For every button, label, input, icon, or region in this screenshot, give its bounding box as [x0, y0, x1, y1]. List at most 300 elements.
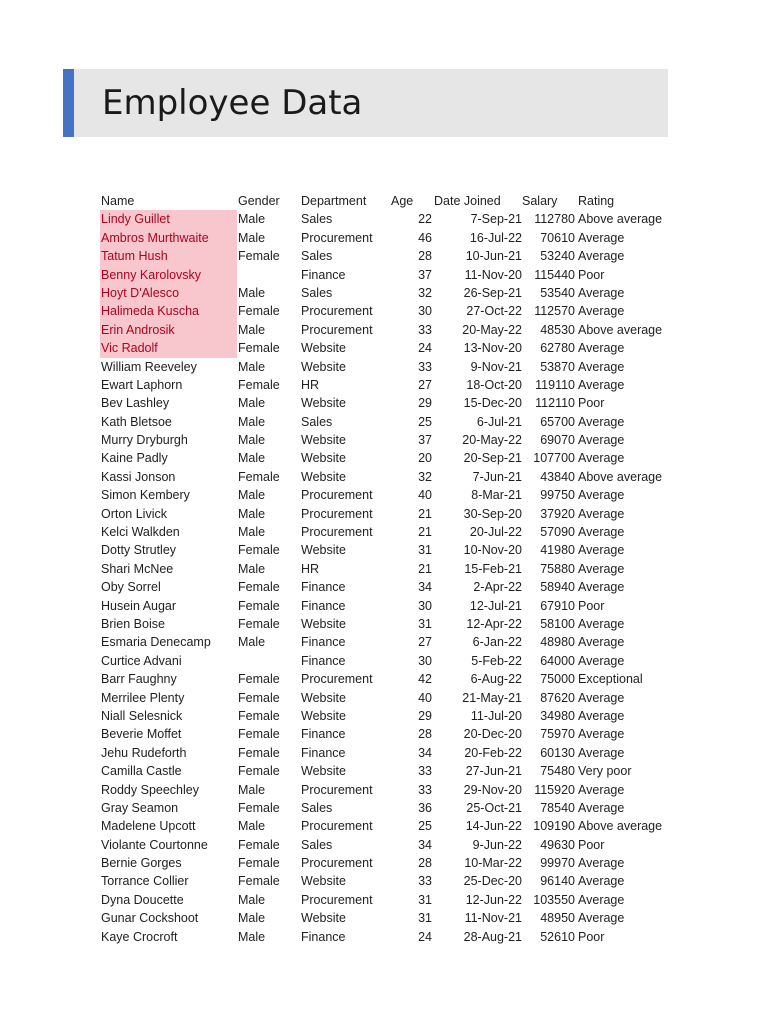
- cell-name: Kaine Padly: [101, 451, 168, 466]
- cell-department: Procurement: [301, 892, 373, 907]
- cell-date-joined: 28-Aug-21: [463, 929, 522, 944]
- table-row: [100, 781, 670, 799]
- cell-rating: Above average: [578, 322, 663, 337]
- cell-age: 40: [418, 690, 432, 705]
- cell-name: Torrance Collier: [101, 874, 189, 889]
- cell-name: Camilla Castle: [101, 764, 182, 779]
- cell-name: Roddy Speechley: [101, 782, 199, 797]
- cell-name: Violante Courtonne: [101, 837, 208, 852]
- table-row: [100, 541, 670, 559]
- cell-date-joined: 10-Mar-22: [464, 856, 522, 871]
- table-row: [100, 799, 670, 817]
- cell-date-joined: 15-Feb-21: [464, 561, 522, 576]
- cell-rating: Average: [578, 800, 625, 815]
- cell-name: Kaye Crocroft: [101, 929, 178, 944]
- cell-department: Finance: [301, 635, 346, 650]
- cell-date-joined: 13-Nov-20: [463, 341, 522, 356]
- cell-rating: Average: [578, 874, 625, 889]
- cell-rating: Average: [578, 690, 625, 705]
- cell-rating: Average: [578, 892, 625, 907]
- cell-gender: Male: [238, 414, 266, 429]
- table-body: [100, 210, 670, 946]
- cell-date-joined: 29-Nov-20: [463, 782, 522, 797]
- cell-salary: 65700: [540, 414, 575, 429]
- cell-rating: Average: [578, 249, 625, 264]
- cell-name: Murry Dryburgh: [101, 433, 188, 448]
- cell-date-joined: 11-Jul-20: [470, 708, 522, 723]
- cell-age: 33: [418, 764, 432, 779]
- cell-gender: Male: [238, 911, 266, 926]
- cell-name: Benny Karolovsky: [100, 266, 237, 284]
- cell-age: 33: [418, 359, 432, 374]
- cell-gender: Male: [238, 230, 266, 245]
- cell-name: Merrilee Plenty: [101, 690, 185, 705]
- cell-date-joined: 11-Nov-20: [464, 267, 522, 282]
- cell-gender: Female: [238, 469, 280, 484]
- column-header-date-joined: Date Joined: [434, 194, 501, 208]
- cell-rating: Average: [578, 433, 625, 448]
- cell-rating: Poor: [578, 598, 605, 613]
- cell-department: Finance: [301, 745, 346, 760]
- cell-department: Sales: [301, 249, 333, 264]
- cell-name: Kassi Jonson: [101, 469, 176, 484]
- table-row: [100, 339, 670, 357]
- cell-department: Procurement: [301, 506, 373, 521]
- cell-department: Website: [301, 451, 346, 466]
- cell-salary: 53240: [540, 249, 575, 264]
- cell-date-joined: 2-Apr-22: [473, 580, 522, 595]
- cell-department: Website: [301, 764, 346, 779]
- cell-date-joined: 25-Oct-21: [466, 800, 522, 815]
- cell-department: Sales: [301, 414, 333, 429]
- table-row: [100, 247, 670, 265]
- cell-salary: 75970: [540, 727, 575, 742]
- cell-age: 32: [418, 285, 432, 300]
- cell-rating: Average: [578, 525, 625, 540]
- cell-date-joined: 20-Sep-21: [463, 451, 522, 466]
- cell-date-joined: 9-Nov-21: [470, 359, 522, 374]
- cell-rating: Very poor: [578, 764, 632, 779]
- cell-department: Website: [301, 616, 346, 631]
- cell-name: Ewart Laphorn: [101, 377, 183, 392]
- cell-age: 27: [418, 635, 432, 650]
- cell-gender: Female: [238, 874, 280, 889]
- table-row: [100, 284, 670, 302]
- cell-department: Website: [301, 359, 346, 374]
- cell-name: Beverie Moffet: [101, 727, 182, 742]
- cell-date-joined: 12-Apr-22: [466, 616, 522, 631]
- cell-gender: Female: [238, 543, 280, 558]
- cell-gender: Female: [238, 837, 280, 852]
- cell-name: Niall Selesnick: [101, 708, 183, 723]
- cell-rating: Average: [578, 230, 625, 245]
- cell-salary: 53870: [540, 359, 575, 374]
- cell-age: 40: [418, 488, 432, 503]
- cell-age: 34: [418, 580, 432, 595]
- cell-gender: Female: [238, 727, 280, 742]
- cell-age: 28: [418, 856, 432, 871]
- cell-salary: 70610: [540, 230, 575, 245]
- cell-department: Website: [301, 396, 346, 411]
- cell-date-joined: 18-Oct-20: [466, 377, 522, 392]
- cell-age: 28: [418, 727, 432, 742]
- cell-age: 37: [418, 267, 432, 282]
- cell-salary: 43840: [540, 469, 575, 484]
- cell-date-joined: 20-Dec-20: [463, 727, 522, 742]
- table-row: [100, 891, 670, 909]
- table-row: [100, 817, 670, 835]
- table-row: [100, 762, 670, 780]
- cell-age: 29: [418, 396, 432, 411]
- cell-department: Sales: [301, 837, 333, 852]
- cell-gender: Female: [238, 800, 280, 815]
- cell-date-joined: 20-May-22: [462, 322, 522, 337]
- table-row: [100, 744, 670, 762]
- cell-age: 33: [418, 874, 432, 889]
- cell-gender: [238, 652, 298, 670]
- cell-rating: Average: [578, 414, 625, 429]
- cell-name: Lindy Guillet: [100, 210, 237, 228]
- cell-name: Simon Kembery: [101, 488, 190, 503]
- cell-gender: Male: [238, 322, 266, 337]
- cell-gender: Male: [238, 396, 266, 411]
- cell-salary: 37920: [540, 506, 575, 521]
- cell-date-joined: 16-Jul-22: [469, 230, 522, 245]
- cell-name: Gray Seamon: [101, 800, 179, 815]
- cell-gender: Female: [238, 580, 280, 595]
- cell-salary: 67910: [540, 598, 575, 613]
- cell-rating: Average: [578, 708, 625, 723]
- cell-rating: Average: [578, 616, 625, 631]
- cell-date-joined: 12-Jul-21: [469, 598, 522, 613]
- cell-age: 34: [418, 745, 432, 760]
- cell-rating: Average: [578, 377, 625, 392]
- table-row: [100, 266, 670, 284]
- cell-age: 37: [418, 433, 432, 448]
- cell-name: Dotty Strutley: [101, 543, 177, 558]
- cell-gender: Male: [238, 635, 266, 650]
- cell-gender: Male: [238, 359, 266, 374]
- cell-date-joined: 6-Jul-21: [476, 414, 522, 429]
- cell-date-joined: 6-Aug-22: [470, 672, 522, 687]
- cell-rating: Average: [578, 782, 625, 797]
- cell-department: Procurement: [301, 488, 373, 503]
- cell-date-joined: 21-May-21: [462, 690, 522, 705]
- cell-name: Madelene Upcott: [101, 819, 196, 834]
- cell-date-joined: 12-Jun-22: [465, 892, 522, 907]
- cell-salary: 75480: [540, 764, 575, 779]
- cell-age: 34: [418, 837, 432, 852]
- cell-age: 31: [418, 911, 432, 926]
- cell-department: HR: [301, 377, 320, 392]
- cell-date-joined: 8-Mar-21: [471, 488, 522, 503]
- cell-rating: Average: [578, 506, 625, 521]
- cell-rating: Average: [578, 561, 625, 576]
- cell-name: Erin Androsik: [100, 321, 237, 339]
- cell-age: 24: [418, 929, 432, 944]
- cell-date-joined: 15-Dec-20: [463, 396, 522, 411]
- cell-rating: Average: [578, 285, 625, 300]
- cell-gender: Male: [238, 285, 266, 300]
- cell-salary: 48950: [540, 911, 575, 926]
- cell-age: 42: [418, 672, 432, 687]
- table-row: [100, 321, 670, 339]
- table-row: [100, 615, 670, 633]
- table-row: [100, 854, 670, 872]
- cell-gender: Male: [238, 212, 266, 227]
- table-row: [100, 229, 670, 247]
- table-row: [100, 523, 670, 541]
- cell-salary: 49630: [540, 837, 575, 852]
- cell-gender: Male: [238, 451, 266, 466]
- cell-department: Procurement: [301, 525, 373, 540]
- cell-rating: Average: [578, 543, 625, 558]
- cell-salary: 103550: [533, 892, 575, 907]
- page-title: Employee Data: [102, 83, 363, 123]
- cell-gender: Male: [238, 525, 266, 540]
- cell-age: 30: [418, 598, 432, 613]
- cell-salary: 96140: [540, 874, 575, 889]
- cell-rating: Poor: [578, 929, 605, 944]
- cell-gender: Female: [238, 616, 280, 631]
- cell-salary: 112570: [534, 304, 575, 319]
- employee-table: [100, 192, 670, 946]
- cell-gender: Male: [238, 929, 266, 944]
- cell-name: Dyna Doucette: [101, 892, 184, 907]
- cell-date-joined: 10-Jun-21: [465, 249, 522, 264]
- column-header-department: Department: [301, 194, 367, 208]
- cell-rating: Average: [578, 580, 625, 595]
- cell-department: Sales: [301, 800, 333, 815]
- cell-department: Website: [301, 341, 346, 356]
- cell-department: Sales: [301, 212, 333, 227]
- cell-age: 21: [418, 506, 432, 521]
- cell-salary: 48530: [540, 322, 575, 337]
- cell-gender: Female: [238, 341, 280, 356]
- cell-age: 31: [418, 543, 432, 558]
- cell-rating: Poor: [578, 837, 605, 852]
- cell-date-joined: 25-Dec-20: [463, 874, 522, 889]
- cell-rating: Average: [578, 911, 625, 926]
- cell-salary: 107700: [533, 451, 575, 466]
- cell-date-joined: 26-Sep-21: [463, 285, 522, 300]
- cell-date-joined: 14-Jun-22: [465, 819, 522, 834]
- cell-age: 46: [418, 230, 432, 245]
- table-row: [100, 394, 670, 412]
- cell-name: Hoyt D'Alesco: [100, 284, 237, 302]
- table-row: [100, 928, 670, 946]
- table-row: [100, 633, 670, 651]
- cell-name: Oby Sorrel: [101, 580, 161, 595]
- cell-name: Esmaria Denecamp: [101, 635, 211, 650]
- cell-gender: Male: [238, 433, 266, 448]
- cell-name: Jehu Rudeforth: [101, 745, 187, 760]
- column-header-rating: Rating: [578, 194, 615, 208]
- cell-department: Website: [301, 911, 346, 926]
- cell-age: 30: [418, 653, 432, 668]
- table-header-row: [100, 192, 670, 210]
- cell-rating: Average: [578, 653, 625, 668]
- cell-age: 25: [418, 819, 432, 834]
- cell-salary: 99750: [540, 488, 575, 503]
- cell-salary: 112110: [535, 396, 575, 411]
- cell-department: Procurement: [301, 230, 373, 245]
- cell-gender: Male: [238, 892, 266, 907]
- table-row: [100, 431, 670, 449]
- cell-gender: Male: [238, 782, 266, 797]
- cell-gender: Female: [238, 598, 280, 613]
- cell-department: Website: [301, 433, 346, 448]
- table-row: [100, 909, 670, 927]
- cell-name: Ambros Murthwaite: [100, 229, 237, 247]
- cell-gender: Female: [238, 764, 280, 779]
- cell-date-joined: 7-Jun-21: [472, 469, 522, 484]
- column-header-gender: Gender: [238, 194, 280, 208]
- cell-gender: Female: [238, 249, 280, 264]
- cell-age: 21: [418, 525, 432, 540]
- cell-name: Shari McNee: [101, 561, 174, 576]
- cell-rating: Average: [578, 451, 625, 466]
- cell-age: 30: [418, 304, 432, 319]
- cell-gender: Male: [238, 506, 266, 521]
- cell-rating: Above average: [578, 212, 663, 227]
- cell-department: Website: [301, 469, 346, 484]
- cell-salary: 115920: [534, 782, 575, 797]
- cell-name: Bernie Gorges: [101, 856, 182, 871]
- cell-name: William Reeveley: [101, 359, 197, 374]
- cell-rating: Average: [578, 727, 625, 742]
- cell-department: Procurement: [301, 322, 373, 337]
- cell-age: 33: [418, 782, 432, 797]
- cell-rating: Average: [578, 856, 625, 871]
- cell-date-joined: 5-Feb-22: [471, 653, 522, 668]
- cell-gender: Female: [238, 708, 280, 723]
- cell-salary: 119110: [535, 377, 575, 392]
- cell-date-joined: 10-Nov-20: [463, 543, 522, 558]
- table-row: [100, 597, 670, 615]
- cell-rating: Exceptional: [578, 672, 643, 687]
- cell-age: 25: [418, 414, 432, 429]
- cell-salary: 75880: [540, 561, 575, 576]
- cell-age: 24: [418, 341, 432, 356]
- cell-salary: 41980: [540, 543, 575, 558]
- cell-name: Tatum Hush: [100, 247, 237, 265]
- cell-age: 32: [418, 469, 432, 484]
- title-accent-bar: [63, 69, 74, 137]
- cell-salary: 109190: [533, 819, 575, 834]
- cell-age: 21: [418, 561, 432, 576]
- cell-department: Procurement: [301, 304, 373, 319]
- table-row: [100, 413, 670, 431]
- cell-gender: [238, 266, 298, 284]
- cell-department: Finance: [301, 653, 346, 668]
- cell-name: Bev Lashley: [101, 396, 170, 411]
- cell-gender: Female: [238, 377, 280, 392]
- cell-date-joined: 6-Jan-22: [472, 635, 522, 650]
- cell-age: 27: [418, 377, 432, 392]
- column-header-age: Age: [391, 194, 414, 208]
- cell-rating: Poor: [578, 396, 605, 411]
- cell-rating: Average: [578, 341, 625, 356]
- cell-date-joined: 30-Sep-20: [463, 506, 522, 521]
- cell-age: 31: [418, 616, 432, 631]
- table-row: [100, 505, 670, 523]
- cell-salary: 64000: [540, 653, 575, 668]
- cell-salary: 78540: [540, 800, 575, 815]
- cell-rating: Average: [578, 635, 625, 650]
- table-row: [100, 872, 670, 890]
- table-row: [100, 486, 670, 504]
- cell-name: Halimeda Kuscha: [100, 302, 237, 320]
- cell-department: Procurement: [301, 782, 373, 797]
- cell-department: Website: [301, 874, 346, 889]
- table-row: [100, 449, 670, 467]
- cell-rating: Poor: [578, 267, 605, 282]
- cell-name: Kath Bletsoe: [101, 414, 172, 429]
- cell-rating: Above average: [578, 469, 663, 484]
- cell-date-joined: 7-Sep-21: [470, 212, 522, 227]
- table-row: [100, 707, 670, 725]
- cell-salary: 62780: [540, 341, 575, 356]
- table-row: [100, 725, 670, 743]
- cell-rating: Above average: [578, 819, 663, 834]
- cell-date-joined: 9-Jun-22: [472, 837, 522, 852]
- cell-salary: 69070: [540, 433, 575, 448]
- cell-salary: 60130: [540, 745, 575, 760]
- cell-gender: Female: [238, 690, 280, 705]
- column-header-name: Name: [101, 194, 135, 208]
- cell-salary: 58940: [540, 580, 575, 595]
- table-row: [100, 578, 670, 596]
- cell-age: 20: [418, 451, 432, 466]
- cell-date-joined: 27-Oct-22: [466, 304, 522, 319]
- cell-rating: Average: [578, 488, 625, 503]
- cell-name: Kelci Walkden: [101, 525, 180, 540]
- cell-age: 22: [418, 212, 432, 227]
- cell-department: Finance: [301, 580, 346, 595]
- cell-name: Husein Augar: [101, 598, 177, 613]
- cell-age: 29: [418, 708, 432, 723]
- cell-rating: Average: [578, 304, 625, 319]
- cell-name: Gunar Cockshoot: [101, 911, 199, 926]
- cell-department: Website: [301, 543, 346, 558]
- cell-name: Orton Livick: [101, 506, 167, 521]
- title-banner: [63, 69, 668, 137]
- cell-date-joined: 20-May-22: [462, 433, 522, 448]
- cell-salary: 52610: [540, 929, 575, 944]
- table-row: [100, 670, 670, 688]
- cell-age: 33: [418, 322, 432, 337]
- cell-gender: Female: [238, 745, 280, 760]
- cell-name: Barr Faughny: [101, 672, 177, 687]
- cell-gender: Male: [238, 561, 266, 576]
- table-row: [100, 836, 670, 854]
- cell-department: Finance: [301, 727, 346, 742]
- table-row: [100, 358, 670, 376]
- cell-salary: 75000: [540, 672, 575, 687]
- cell-salary: 112780: [534, 212, 575, 227]
- cell-gender: Male: [238, 819, 266, 834]
- cell-gender: Female: [238, 304, 280, 319]
- cell-salary: 48980: [540, 635, 575, 650]
- table-row: [100, 560, 670, 578]
- cell-age: 28: [418, 249, 432, 264]
- cell-salary: 115440: [534, 267, 575, 282]
- cell-department: Website: [301, 690, 346, 705]
- cell-age: 36: [418, 800, 432, 815]
- cell-department: Finance: [301, 929, 346, 944]
- table-row: [100, 468, 670, 486]
